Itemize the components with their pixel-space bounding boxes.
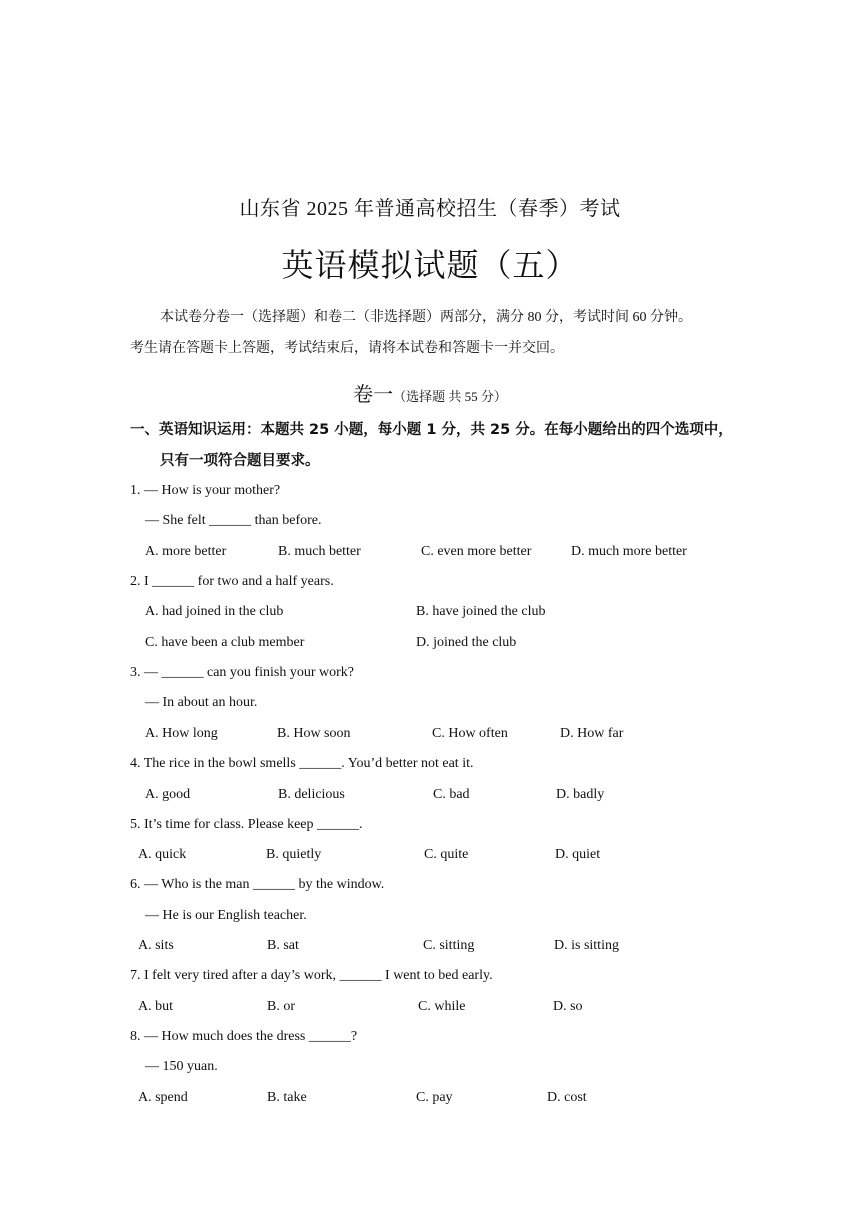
- option-c: C. have been a club member: [145, 635, 305, 650]
- option-d: D. quiet: [555, 847, 601, 862]
- question-answer-line: — In about an hour.: [145, 695, 258, 710]
- question-stem: 3. — ______ can you finish your work?: [130, 665, 354, 680]
- option-d: D. badly: [556, 787, 605, 802]
- question-answer-line: — He is our English teacher.: [145, 908, 307, 923]
- option-a: A. more better: [145, 544, 227, 559]
- option-b: B. How soon: [277, 726, 351, 741]
- question-answer-line: — She felt ______ than before.: [145, 513, 322, 528]
- exam-title: 山东省 2025 年普通高校招生（春季）考试: [239, 198, 621, 220]
- option-d: D. much more better: [571, 544, 687, 559]
- option-c: C. while: [418, 999, 466, 1014]
- option-d: D. so: [553, 999, 583, 1014]
- option-a: A. sits: [138, 938, 174, 953]
- option-b: B. quietly: [266, 847, 322, 862]
- option-c: C. bad: [433, 787, 470, 802]
- option-b: B. or: [267, 999, 295, 1014]
- option-a: A. had joined in the club: [145, 604, 284, 619]
- question-answer-line: — 150 yuan.: [145, 1059, 218, 1074]
- option-a: A. good: [145, 787, 191, 802]
- option-a: A. but: [138, 999, 173, 1014]
- option-b: B. much better: [278, 544, 361, 559]
- option-c: C. quite: [424, 847, 469, 862]
- part-title-line-2: 只有一项符合题目要求。: [160, 453, 320, 469]
- question-stem: 4. The rice in the bowl smells ______. You’d better not eat it.: [130, 756, 474, 771]
- section-note: （选择题 共 55 分）: [393, 389, 507, 404]
- option-b: B. delicious: [278, 787, 345, 802]
- option-b: B. have joined the club: [416, 604, 546, 619]
- question-stem: 5. It’s time for class. Please keep ______.: [130, 817, 363, 832]
- part-title-line-1: 一、英语知识运用：本题共 25 小题，每小题 1 分，共 25 分。在每小题给出的四个选项中，: [130, 422, 733, 438]
- section-heading: [0, 378, 860, 407]
- question-stem: 1. — How is your mother?: [130, 483, 281, 498]
- option-b: B. sat: [267, 938, 299, 953]
- option-c: C. How often: [432, 726, 508, 741]
- option-d: D. is sitting: [554, 938, 619, 953]
- option-c: C. even more better: [421, 544, 532, 559]
- section-name: 卷一: [353, 382, 394, 406]
- option-c: C. pay: [416, 1090, 453, 1105]
- option-c: C. sitting: [423, 938, 475, 953]
- option-a: A. How long: [145, 726, 218, 741]
- option-b: B. take: [267, 1090, 307, 1105]
- option-a: A. quick: [138, 847, 187, 862]
- question-stem: 6. — Who is the man ______ by the window.: [130, 877, 385, 892]
- option-d: D. cost: [547, 1090, 587, 1105]
- question-stem: 8. — How much does the dress ______?: [130, 1029, 358, 1044]
- question-stem: 2. I ______ for two and a half years.: [130, 574, 334, 589]
- option-d: D. joined the club: [416, 635, 517, 650]
- option-d: D. How far: [560, 726, 624, 741]
- option-a: A. spend: [138, 1090, 188, 1105]
- intro-line-2: 考生请在答题卡上答题，考试结束后，请将本试卷和答题卡一并交回。: [130, 341, 564, 356]
- paper-title: 英语模拟试题（五）: [281, 246, 579, 284]
- intro-line-1: 本试卷分卷一（选择题）和卷二（非选择题）两部分，满分 80 分，考试时间 60 分钟。: [160, 310, 692, 325]
- question-stem: 7. I felt very tired after a day’s work, ______ I went to bed early.: [130, 968, 493, 983]
